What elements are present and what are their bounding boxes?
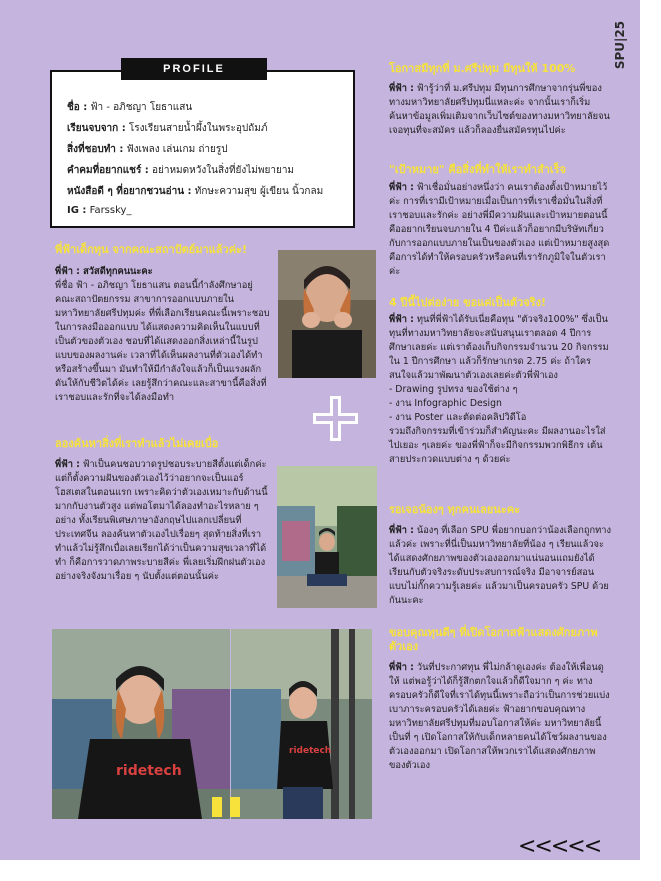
page-margin-right (640, 0, 661, 881)
profile-row-book: หนังสือดี ๆ ที่อยากชวนอ่าน : ทักษะความสุข ผู้เขียน นิ้วกลม (67, 186, 324, 197)
right-heading-3: 4 ปีนี้ไปต่อง่าย ขอแค่เป็นตัวจริง! (389, 296, 546, 309)
right-heading-5: ขอบคุณทุนดีๆ ที่เปิดโอกาสฟ้าแสดงศักยภาพตัวเอง (389, 626, 598, 653)
profile-row-school: เรียนจบจาก : โรงเรียนสายน้ำผึ้งในพระอุปถัมภ์ (67, 123, 268, 134)
plus-sign-icon (313, 396, 358, 441)
left-heading-2: ลองค้นหาสิ่งที่เราทำแล้วไม่เคยเบื่อ (55, 437, 219, 450)
page-margin-bottom (0, 860, 661, 881)
photo-portrait-hands-art (278, 250, 376, 378)
shirt-print-right: ridetech (289, 746, 332, 756)
brand-label: SPU|25 (613, 20, 628, 70)
right-paragraph-5: พี่ฟ้า : วันที่ประกาศทุน พี่ไม่กล้าดูเองค่ะ ต้องให้เพื่อนดูให้ แต่พอรู้ว่าได้ก็รู้สึกตกใจแล้วก็ดีใจมาก ๆ ค่ะ ทางครอบครัวก็ดีใจที่เราได้ทุนนี้เพราะถือว่าเป็นการช่วยแบ่งเบาภาระครอบครัวได้เลยค่ะ ฟ้าอยากขอบคุณทางมหาวิทยาลัยศรีปทุมที่มอบโอกาสให้ค่ะ มหาวิทยาลัยนี้เป็นที่ ๆ เปิดโอกาสให้กับเด็กหลายคนได้โชว์ผลงานของตัวเองออกมา เปิดโอกาสให้พวกเราได้แสดงศักยภาพของตัวเอง (389, 662, 610, 771)
list-item-3: - งาน Poster และตัดต่อคลิปวิดีโอ (389, 412, 527, 423)
list-item-2: - งาน Infographic Design (389, 398, 502, 409)
photo-street-sitting (277, 466, 377, 608)
profile-row-name: ชื่อ : ฟ้า - อภิชญา โยธาแสน (67, 102, 193, 113)
right-heading-1: โอกาสมีทุกที่ ม.ศรีปทุม มีทุนให้ 100% (389, 62, 576, 75)
profile-row-ig: IG : Farssky_ (67, 205, 132, 216)
profile-card (50, 70, 355, 228)
right-paragraph-2: พี่ฟ้า : ฟ้าเชื่อมั่นอย่างหนึ่งว่า คนเราต้องตั้งเป้าหมายไว้ค่ะ การที่เรามีเป้าหมายเมื่อเป็นการที่เราเชื่อมั่นในสิ่งที่เราชอบและรักค่ะ อย่างพี่มีความฝันและเป้าหมายตอนนี้คืออยากเรียนจบภายใน 4 ปีค่ะแล้วก็อยากมีบริษัทเกี่ยวกับการออกแบบภายในเป็นของตัวเอง แต่เป้าหมายสูงสุดคือการได้ทำให้ครอบครัวหรือคนที่เรารักภูมิใจในตัวเราค่ะ (389, 182, 610, 277)
next-page-chevrons-icon[interactable]: <<<<< (518, 834, 601, 859)
brand-logo (613, 18, 636, 78)
right-paragraph-4: พี่ฟ้า : น้องๆ ที่เลือก SPU พี่อยากบอกว่าน้องเลือกถูกทางแล้วค่ะ เพราะที่นี่เป็นมหาวิทยาลัยที่น้อง ๆ เรียนแล้วจะได้แสดงศักยภาพของตัวเองออกมาแน่นอนแถมยังได้เรียนกับตัวจริงระดับประสบการณ์จริง มีอาจารย์สอนแบบไม่กั๊กความรู้เลยค่ะ แล้วมาเป็นครอบครัว SPU ด้วยกันนะคะ (389, 525, 611, 606)
profile-tag: PROFILE (121, 58, 267, 80)
right-paragraph-3: พี่ฟ้า : ทุนที่พี่ฟ้าได้รับเนี่ยคือทุน "ตัวจริง100%" ซึ่งเป็นทุนที่ทางมหาวิทยาลัยจะสนับสนุนเราตลอด 4 ปีการศึกษาเลยค่ะ แต่เราต้องเก็บกิจกรรมจำนวน 20 กิจกรรมใน 1 ปีการศึกษา แล้วก็รักษาเกรด 2.75 ค่ะ ถ้าใครสนใจแล้วมาพัฒนาตัวเองเลยค่ะตัวพี่ฟ้าเอง - Drawing รูปทรง ของใช้ต่าง ๆ - งาน Infographic Design - งาน Poster และตัดต่อคลิปวิดีโอ รวมถึงกิจกรรมที่เข้าร่วมก็สำคัญนะคะ มีผลงานอะไรใส่ไปเยอะ ๆเลยค่ะ ของพี่ฟ้าก็จะมีกิจกรรมพวกพิธีกร เต้นสายประกวดแบบต่าง ๆ ด้วยค่ะ (389, 313, 611, 467)
photo-ridetech-shirt-left (52, 629, 230, 819)
photo-ridetech-shirt-right (231, 629, 372, 819)
right-heading-2: "เป้าหมาย" คือสิ่งที่ทำให้เราทำสำเร็จ (389, 163, 566, 176)
profile-row-quote: คำคมที่อยากแชร์ : อย่าหมดหวังในสิ่งที่ยังไม่พยายาม (67, 165, 295, 176)
shirt-print-left: ridetech (116, 763, 182, 779)
left-heading-1: พี่ฟ้าเด็กทุน จากคณะสถาปัตย์มาแล้วค่ะ! (55, 243, 247, 256)
list-item-1: - Drawing รูปทรง ของใช้ต่าง ๆ (389, 384, 518, 395)
right-paragraph-1: พี่ฟ้า : ฟ้ารู้ว่าที่ ม.ศรีปทุม มีทุนการศึกษาจากรุ่นพี่ของทางมหาวิทยาลัยศรีปทุมนี่แหละค่ะ จากนั้นเราก็เริ่มค้นหาข้อมูลเพิ่มเติมจากเว็บไซต์ของทางมหาวิทยาลัยจนเจอทุนที่จะสมัคร แล้วก็ลองยื่นสมัครทุนไปค่ะ (389, 83, 610, 136)
left-paragraph-1: พี่ฟ้า : สวัสดีทุกคนนะคะ พี่ชื่อ ฟ้า - อภิชญา โยธาแสน ตอนนี้กำลังศึกษาอยู่คณะสถาปัตยกรรม สาขาการออกแบบภายในมหาวิทยาลัยศรีปทุมค่ะ ที่พี่เลือกเรียนคณะนี้เพราะชอบในการลงมือออกแบบ ได้แสดงความคิดเห็นในแบบที่เป็นตัวของตัวเอง ชอบที่ได้แสดงออกสิ่งเหล่านี้ในรูปแบบของผลงานค่ะ เวลาที่ได้เห็นผลงานที่ตัวเองได้ทำหรือสร้างขึ้นมา มันทำให้มีกำลังใจแล้วก็เป็นแรงผลักดันให้กับชีวิตได้ค่ะ เลยรู้สึกว่าคณะและสาขานี้คือสิ่งที่เราชอบและรักที่จะได้ลงมือทำ (55, 266, 270, 403)
photo-portrait-hands (278, 250, 376, 378)
yellow-quote-mark (212, 797, 246, 817)
right-heading-4: รอเจอน้องๆ ทุกคนเลยนะคะ (389, 503, 520, 516)
profile-row-hobby: สิ่งที่ชอบทำ : ฟังเพลง เล่นเกม ถ่ายรูป (67, 144, 228, 155)
left-paragraph-2: พี่ฟ้า : ฟ้าเป็นคนชอบวาดรูปชอบระบายสีตั้งแต่เด็กค่ะ แต่ก็ตั้งความฝันของตัวเองไว้ว่าอยากจะเป็นแอร์โฮสเตสในตอนแรก เพราะคิดว่าตัวเองเหมาะกับด้านนี้มากกับงานตัวสูง แต่พอโตมาได้ลองทำอะไรหลาย ๆ อย่าง ทั้งเรียนพิเศษภาษาอังกฤษไปแลกเปลี่ยนที่ประเทศจีน ลองค้นหาตัวเองไปเรื่อยๆ สุดท้ายสิ่งที่เราทำแล้วไม่รู้สึกเบื่อเลยเรียกได้ว่าเป็นความสุขเวลาที่ได้ทำ ก็คือการวาดภาพระบายสีค่ะ พี่เลยเริ่มฝึกฝนตัวเองอย่างจริงจังมาเรื่อย ๆ นับตั้งแต่ตอนนั้นค่ะ (55, 459, 268, 582)
